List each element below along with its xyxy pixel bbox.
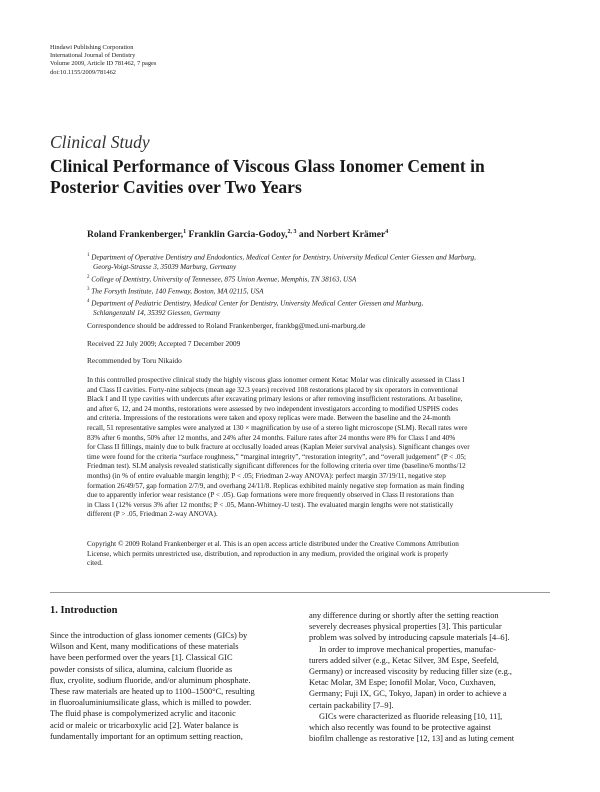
- body-line: problem was solved by introducing capsule materials [4–6].: [309, 633, 510, 643]
- abstract-line: recall, 51 representative samples were analyzed at 130 × magnification by use of a stereo light microscope (SLM). Recall rates were: [87, 423, 468, 432]
- abstract-line: and criteria. Impressions of the restorations were taken and epoxy replicas were made. Between the baseline and the 24-month: [87, 414, 451, 423]
- author-list: [87, 229, 388, 240]
- author-name: Franklin Garcia-Godoy,: [188, 229, 288, 241]
- body-line: Since the introduction of glass ionomer cements (GICs) by: [50, 631, 248, 640]
- body-column-right: [309, 610, 550, 744]
- affiliation-list: [87, 251, 557, 318]
- affiliation: $^2$ College of Dentistry, University of Tennessee, 875 Union Avenue, Memphis, TN 38163, USA: [87, 274, 357, 283]
- body-line: These raw materials are heated up to 1100–1500°C, resulting: [50, 687, 255, 697]
- author-name: and Norbert Krämer: [298, 229, 386, 241]
- body-line: severely decreases physical properties [3]. This particular: [309, 622, 502, 632]
- title-line: Clinical Performance of Viscous Glass Ionomer Cement in: [50, 156, 485, 176]
- abstract-line: for Class II fillings, mainly due to bulk fracture at occlusally loaded areas (Kaplan Meier survival analysis). Significant changes over: [87, 443, 470, 452]
- abstract-line: 83% after 6 months, 50% after 12 months, and 24% after 24 months. Failure rates after 24 months were 8% for Class I and 40%: [87, 433, 456, 442]
- section-divider: [50, 592, 550, 593]
- author-affiliation-mark: 4: [385, 229, 389, 235]
- author-affiliation-mark: 1: [183, 229, 187, 235]
- affiliation: $^4$ Department of Pediatric Dentistry, Medical Center for Dentistry, University Medical Center Giessen and Marburg, Schlangenzahl 14, 35392 Giessen, Germany: [87, 298, 424, 317]
- journal-name: International Journal of Dentistry: [50, 52, 136, 60]
- body-line: biofilm challenge as restorative [12, 13] and as luting cement: [309, 734, 515, 744]
- body-column-left: [50, 630, 291, 742]
- correspondence-note[interactable]: Correspondence should be addressed to Roland Frankenberger, frankbg@med.uni-marburg.de: [87, 321, 366, 330]
- article-type: Clinical Study: [50, 132, 150, 152]
- abstract-line: due to apparently inferior wear resistance (P < .05). Gap formations were more frequently observed in Class II restorations than: [87, 491, 454, 500]
- abstract-line: in Class I (12% versus 3% after 12 months; P < .05, Mann-Whitney-U test). The evaluated margin lengths were not statistically: [87, 500, 454, 509]
- publisher-line: Hindawi Publishing Corporation: [50, 44, 134, 51]
- abstract-line: time were found for the criteria “surface roughness,” “marginal integrity”, “restoration integrity”, and “overall judgement” (P < .05;: [87, 452, 467, 461]
- title-line: Posterior Cavities over Two Years: [50, 177, 302, 197]
- journal-header: [50, 44, 350, 77]
- paragraph: [309, 644, 550, 711]
- abstract-line: months) (in % of entire evaluable margin length); P < .05; Friedman 2-way ANOVA): perfect margin 37/19/11, negative step: [87, 471, 446, 480]
- paragraph: [309, 711, 550, 745]
- copyright-notice: [87, 540, 555, 569]
- body-line: GICs were characterized as fluoride releasing [10, 11],: [319, 711, 503, 721]
- copyright-line: License, which permits unrestricted use, distribution, and reproduction in any medium, provided the original work is properly: [87, 549, 449, 558]
- body-line: Wilson and Kent, many modifications of these materials: [50, 642, 239, 652]
- body-line: Ketac Molar, 3M Espe; Ionofil Molar, Voco, Cuxhaven,: [309, 678, 496, 688]
- body-line: have been performed over the years [1]. Classical GIC: [50, 653, 233, 663]
- body-line: The fluid phase is compolymerized acrylic and itaconic: [50, 709, 236, 719]
- paragraph: [309, 610, 550, 644]
- body-line: fundamentally important for an optimum setting reaction,: [50, 731, 243, 741]
- author-affiliation-mark: 2, 3: [287, 229, 297, 235]
- affiliation: $^3$ The Forsyth Institute, 140 Fenway, Boston, MA 02115, USA: [87, 286, 264, 295]
- body-line: turers added silver (e.g., Ketac Silver, 3M Espe, Seefeld,: [309, 655, 499, 665]
- received-accepted-dates: Received 22 July 2009; Accepted 7 December 2009: [87, 339, 241, 348]
- body-line: In order to improve mechanical properties, manufac-: [319, 644, 496, 654]
- abstract-line: Friedman test). SLM analysis revealed statistically significant differences for the following criteria over time (baseline/6 months/12: [87, 462, 466, 471]
- body-line: any difference during or shortly after the setting reaction: [309, 611, 499, 620]
- abstract-line: different (P > .05, Friedman 2-way ANOVA).: [87, 510, 218, 519]
- abstract: [87, 376, 555, 520]
- body-line: certain packability [7–9].: [309, 700, 394, 710]
- body-line: which also recently was found to be protective against: [309, 723, 491, 733]
- paper-title: [50, 156, 530, 198]
- volume-line: Volume 2009, Article ID 781462, 7 pages: [50, 60, 157, 68]
- abstract-line: Black I and II type cavities with undercuts after excavating primary lesions or after removing insufficient restorations. At baseline,: [87, 395, 463, 404]
- body-line: powder consists of silica, alumina, calcium fluoride as: [50, 664, 233, 674]
- copyright-line: Copyright © 2009 Roland Frankenberger et al. This is an open access article distributed under the Creative Commons Attribution: [87, 540, 459, 548]
- section-heading-introduction: 1. Introduction: [50, 605, 118, 616]
- abstract-line: In this controlled prospective clinical study the highly viscous glass ionomer cement Ketac Molar was clinically assessed in Class I: [87, 376, 465, 384]
- copyright-line: cited.: [87, 559, 103, 568]
- body-line: acid or maleic or tricarboxylic acid [2]. Water balance is: [50, 720, 239, 730]
- body-line: Germany; Fuji IX, GC, Tokyo, Japan) in order to achieve a: [309, 689, 507, 699]
- doi-line[interactable]: doi:10.1155/2009/781462: [50, 68, 116, 76]
- abstract-line: formation 26/49/57, gap formation 2/7/9, and overhang 24/11/8. Replicas exhibited mainly negative step formation as main finding: [87, 481, 465, 490]
- body-line: in fluoroaluminiumsilicate glass, which is milled to powder.: [50, 698, 252, 708]
- author-name: Roland Frankenberger,: [87, 229, 184, 241]
- recommended-by: Recommended by Toru Nikaido: [87, 356, 182, 365]
- affiliation: $^1$ Department of Operative Dentistry and Endodontics, Medical Center for Dentistry, University Medical Center Giessen and Marburg, Georg-Voigt-Strasse 3, 35039 Marburg, Germany: [87, 253, 476, 271]
- body-line: flux, cryolite, sodium fluoride, and/or aluminum phosphate.: [50, 675, 251, 685]
- abstract-line: and after 6, 12, and 24 months, restorations were assessed by two independent investigators according to modified USPHS codes: [87, 404, 459, 413]
- abstract-line: and Class II cavities. Forty-nine subjects (mean age 32.3 years) received 108 restorations placed by six operators in conventional: [87, 385, 458, 394]
- body-line: Germany) or increased viscosity by reducing filler size (e.g.,: [309, 667, 513, 677]
